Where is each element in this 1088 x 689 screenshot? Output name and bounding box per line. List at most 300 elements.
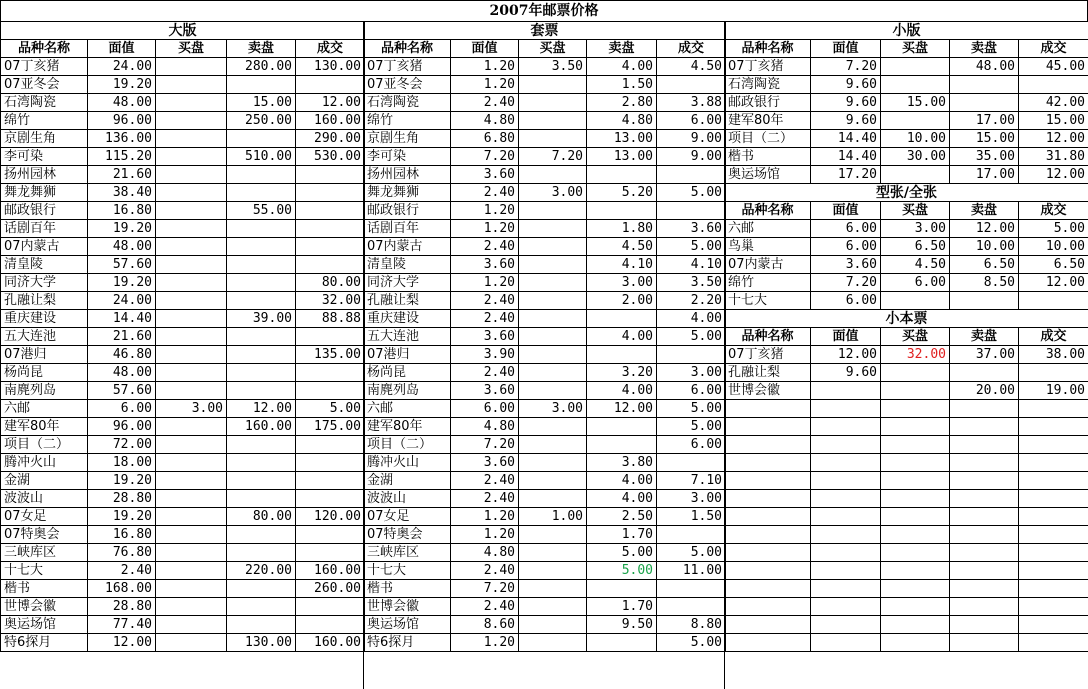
price-cell: 3.80 (587, 454, 657, 472)
price-cell (881, 112, 950, 130)
price-cell: 35.00 (950, 148, 1019, 166)
price-cell (227, 544, 296, 562)
price-cell: 15.00 (227, 94, 296, 112)
empty-cell (950, 616, 1019, 634)
empty-cell (1019, 562, 1088, 580)
price-cell: 6.50 (881, 238, 950, 256)
stamp-name-cell: 孔融让梨 (725, 364, 811, 382)
price-cell: 9.50 (587, 616, 657, 634)
stamp-name-cell: 世博会徽 (1, 598, 88, 616)
price-cell: 11.00 (657, 562, 726, 580)
price-cell: 12.00 (88, 634, 156, 652)
price-cell: 530.00 (296, 148, 365, 166)
stamp-name-cell: 07亚冬会 (364, 76, 451, 94)
empty-cell (725, 598, 811, 616)
table-row (364, 436, 726, 454)
price-cell (587, 346, 657, 364)
empty-row (725, 544, 1088, 562)
empty-cell (950, 562, 1019, 580)
stamp-name-cell: 楷书 (725, 148, 811, 166)
divider (724, 22, 725, 689)
table-row (364, 544, 726, 562)
empty-cell (811, 490, 881, 508)
price-cell (519, 274, 587, 292)
empty-cell (811, 580, 881, 598)
price-cell (227, 454, 296, 472)
price-cell (950, 76, 1019, 94)
price-cell: 39.00 (227, 310, 296, 328)
price-cell: 7.10 (657, 472, 726, 490)
price-cell (587, 310, 657, 328)
price-cell (156, 112, 227, 130)
column-header: 成交 (1019, 202, 1088, 220)
stamp-name-cell: 邮政银行 (1, 202, 88, 220)
price-cell: 12.00 (227, 400, 296, 418)
price-cell: 5.00 (587, 544, 657, 562)
price-cell: 16.80 (88, 526, 156, 544)
price-cell (296, 202, 365, 220)
price-cell: 220.00 (227, 562, 296, 580)
stamp-name-cell: 三峡库区 (1, 544, 88, 562)
large-section-title: 大版 (1, 22, 365, 40)
table-row (1, 454, 365, 472)
empty-cell (881, 490, 950, 508)
stamp-name-cell: 07女足 (364, 508, 451, 526)
price-cell (519, 598, 587, 616)
price-cell (519, 130, 587, 148)
price-cell (296, 616, 365, 634)
empty-cell (881, 454, 950, 472)
table-row (1, 76, 365, 94)
table-row (1, 346, 365, 364)
small-section-title: 小版 (725, 22, 1088, 40)
stamp-name-cell: 世博会徽 (725, 382, 811, 400)
price-cell: 6.00 (811, 238, 881, 256)
stamp-name-cell: 邮政银行 (725, 94, 811, 112)
price-cell: 115.20 (88, 148, 156, 166)
table-row (1, 562, 365, 580)
price-cell: 19.20 (88, 76, 156, 94)
table-row (1, 364, 365, 382)
price-cell (156, 454, 227, 472)
price-cell: 19.20 (88, 472, 156, 490)
price-cell: 42.00 (1019, 94, 1088, 112)
table-row (725, 382, 1088, 400)
price-cell: 77.40 (88, 616, 156, 634)
price-cell (296, 184, 365, 202)
stamp-name-cell: 京剧生角 (364, 130, 451, 148)
empty-cell (725, 580, 811, 598)
price-cell: 2.40 (451, 490, 519, 508)
stamp-name-cell: 舞龙舞狮 (364, 184, 451, 202)
price-cell: 4.00 (587, 490, 657, 508)
price-cell: 3.50 (519, 58, 587, 76)
table-row (1, 328, 365, 346)
price-cell: 45.00 (1019, 58, 1088, 76)
price-cell: 1.70 (587, 526, 657, 544)
price-cell: 135.00 (296, 346, 365, 364)
table-row (725, 220, 1088, 238)
price-cell: 175.00 (296, 418, 365, 436)
price-cell: 32.00 (881, 346, 950, 364)
stamp-name-cell: 07内蒙古 (725, 256, 811, 274)
empty-row (725, 400, 1088, 418)
empty-cell (1019, 472, 1088, 490)
price-cell: 3.60 (451, 454, 519, 472)
stamp-name-cell: 楷书 (1, 580, 88, 598)
price-cell (156, 490, 227, 508)
empty-cell (725, 526, 811, 544)
stamp-name-cell: 绵竹 (1, 112, 88, 130)
price-cell: 250.00 (227, 112, 296, 130)
price-cell: 15.00 (1019, 112, 1088, 130)
empty-cell (1019, 454, 1088, 472)
price-cell: 6.00 (657, 112, 726, 130)
empty-cell (881, 508, 950, 526)
price-cell (227, 382, 296, 400)
price-cell: 7.20 (451, 436, 519, 454)
price-cell (156, 526, 227, 544)
price-cell: 8.80 (657, 616, 726, 634)
price-cell (156, 364, 227, 382)
price-cell (296, 472, 365, 490)
price-cell: 2.40 (451, 292, 519, 310)
price-cell: 6.80 (451, 130, 519, 148)
empty-row (725, 490, 1088, 508)
price-cell (811, 382, 881, 400)
price-cell: 28.80 (88, 490, 156, 508)
table-row (1, 166, 365, 184)
price-cell: 12.00 (811, 346, 881, 364)
booklet-section-header (725, 310, 1088, 328)
price-cell (296, 166, 365, 184)
price-cell (519, 292, 587, 310)
price-cell (519, 526, 587, 544)
price-cell: 19.20 (88, 220, 156, 238)
price-cell (227, 580, 296, 598)
stamp-name-cell: 六邮 (1, 400, 88, 418)
table-row (725, 148, 1088, 166)
empty-row (725, 472, 1088, 490)
price-cell (156, 634, 227, 652)
stamp-name-cell: 重庆建设 (1, 310, 88, 328)
empty-cell (725, 562, 811, 580)
price-cell (587, 418, 657, 436)
price-cell: 3.00 (587, 274, 657, 292)
price-cell: 3.00 (519, 184, 587, 202)
price-cell: 3.60 (811, 256, 881, 274)
price-cell: 2.40 (451, 310, 519, 328)
table-row (1, 436, 365, 454)
large-section-header (1, 22, 365, 40)
price-cell (519, 544, 587, 562)
column-header: 买盘 (519, 40, 587, 58)
stamp-name-cell: 07丁亥猪 (725, 58, 811, 76)
table-row (1, 526, 365, 544)
table-row (1, 508, 365, 526)
table-row (1, 544, 365, 562)
stamp-name-cell: 腾冲火山 (1, 454, 88, 472)
table-row (725, 364, 1088, 382)
price-cell: 280.00 (227, 58, 296, 76)
column-header: 卖盘 (950, 328, 1019, 346)
price-cell (156, 472, 227, 490)
price-cell (227, 616, 296, 634)
price-cell (587, 202, 657, 220)
price-cell: 17.00 (950, 166, 1019, 184)
empty-cell (881, 580, 950, 598)
price-cell (296, 598, 365, 616)
price-cell: 5.00 (657, 418, 726, 436)
price-cell: 168.00 (88, 580, 156, 598)
table-row (364, 310, 726, 328)
empty-cell (811, 598, 881, 616)
stamp-name-cell: 07丁亥猪 (725, 346, 811, 364)
price-cell: 13.00 (587, 148, 657, 166)
empty-cell (725, 454, 811, 472)
stamp-name-cell: 腾冲火山 (364, 454, 451, 472)
stamp-name-cell: 李可染 (364, 148, 451, 166)
stamp-name-cell: 十七大 (1, 562, 88, 580)
price-cell (657, 580, 726, 598)
price-cell: 24.00 (88, 292, 156, 310)
price-cell: 15.00 (881, 94, 950, 112)
stamp-name-cell: 李可染 (1, 148, 88, 166)
table-row (364, 508, 726, 526)
column-header: 面值 (88, 40, 156, 58)
price-cell (519, 418, 587, 436)
price-cell (156, 148, 227, 166)
empty-cell (725, 436, 811, 454)
price-cell (156, 508, 227, 526)
price-cell: 48.00 (950, 58, 1019, 76)
price-cell: 7.20 (811, 58, 881, 76)
stamp-name-cell: 金湖 (364, 472, 451, 490)
stamp-name-cell: 十七大 (364, 562, 451, 580)
stamp-name-cell: 07港归 (364, 346, 451, 364)
stamp-name-cell: 孔融让梨 (364, 292, 451, 310)
price-cell (156, 310, 227, 328)
price-cell: 8.50 (950, 274, 1019, 292)
empty-cell (1019, 508, 1088, 526)
price-cell (519, 580, 587, 598)
table-row (1, 598, 365, 616)
price-cell: 21.60 (88, 328, 156, 346)
price-cell: 1.00 (519, 508, 587, 526)
table-row (364, 148, 726, 166)
price-cell: 55.00 (227, 202, 296, 220)
price-cell (227, 346, 296, 364)
stamp-name-cell: 石湾陶瓷 (364, 94, 451, 112)
empty-row (725, 454, 1088, 472)
price-cell (156, 598, 227, 616)
table-row (364, 400, 726, 418)
empty-cell (725, 418, 811, 436)
column-header: 成交 (657, 40, 726, 58)
stamp-name-cell: 07内蒙古 (364, 238, 451, 256)
price-cell: 72.00 (88, 436, 156, 454)
price-cell: 6.00 (657, 436, 726, 454)
table-row (364, 112, 726, 130)
empty-row (725, 598, 1088, 616)
price-cell: 6.00 (811, 220, 881, 238)
table-row (1, 310, 365, 328)
price-cell: 4.50 (657, 58, 726, 76)
price-cell (296, 220, 365, 238)
table-row (725, 76, 1088, 94)
price-cell (156, 202, 227, 220)
empty-cell (950, 580, 1019, 598)
empty-cell (1019, 400, 1088, 418)
price-cell (296, 256, 365, 274)
price-cell (296, 364, 365, 382)
price-cell: 9.60 (811, 76, 881, 94)
price-cell: 96.00 (88, 418, 156, 436)
price-cell: 7.20 (451, 148, 519, 166)
price-cell: 12.00 (587, 400, 657, 418)
price-cell (519, 382, 587, 400)
table-row (364, 220, 726, 238)
table-row (725, 130, 1088, 148)
price-cell (156, 436, 227, 454)
price-cell (156, 238, 227, 256)
price-cell (519, 472, 587, 490)
empty-cell (811, 616, 881, 634)
price-cell: 3.60 (451, 256, 519, 274)
price-cell (227, 364, 296, 382)
stamp-name-cell: 建军80年 (364, 418, 451, 436)
stamp-name-cell: 07特奥会 (364, 526, 451, 544)
empty-cell (950, 544, 1019, 562)
stamp-name-cell: 07港归 (1, 346, 88, 364)
price-cell: 2.40 (451, 94, 519, 112)
table-row (1, 292, 365, 310)
price-cell (156, 562, 227, 580)
price-cell (296, 76, 365, 94)
price-cell: 24.00 (88, 58, 156, 76)
stamp-name-cell: 南麂列岛 (1, 382, 88, 400)
empty-cell (950, 490, 1019, 508)
price-cell: 38.00 (1019, 346, 1088, 364)
column-header: 品种名称 (1, 40, 88, 58)
price-cell: 6.00 (657, 382, 726, 400)
price-cell (227, 526, 296, 544)
empty-cell (725, 634, 811, 652)
price-cell: 2.40 (451, 184, 519, 202)
stamp-name-cell: 项目（二） (364, 436, 451, 454)
stamp-name-cell: 波波山 (364, 490, 451, 508)
price-cell (156, 166, 227, 184)
price-cell: 2.40 (451, 472, 519, 490)
table-row (725, 346, 1088, 364)
price-cell (519, 634, 587, 652)
price-cell (156, 292, 227, 310)
sheet-title: 2007年邮票价格 (0, 0, 1088, 22)
price-cell (657, 526, 726, 544)
stamp-name-cell: 十七大 (725, 292, 811, 310)
sheet-section-title: 型张/全张 (725, 184, 1088, 202)
column-header: 面值 (811, 202, 881, 220)
empty-row (725, 616, 1088, 634)
price-cell: 3.00 (657, 364, 726, 382)
stamp-name-cell: 绵竹 (725, 274, 811, 292)
stamp-name-cell: 金湖 (1, 472, 88, 490)
price-cell: 4.00 (587, 58, 657, 76)
price-cell: 2.20 (657, 292, 726, 310)
empty-cell (725, 544, 811, 562)
price-cell: 38.40 (88, 184, 156, 202)
price-cell: 2.40 (451, 364, 519, 382)
column-header: 买盘 (881, 202, 950, 220)
set-section-header (364, 22, 726, 40)
price-cell: 160.00 (296, 112, 365, 130)
price-cell (657, 202, 726, 220)
price-cell: 10.00 (950, 238, 1019, 256)
price-cell: 130.00 (296, 58, 365, 76)
column-header: 品种名称 (725, 202, 811, 220)
empty-cell (1019, 616, 1088, 634)
price-cell (519, 76, 587, 94)
column-header: 成交 (296, 40, 365, 58)
price-cell (156, 220, 227, 238)
price-cell: 1.80 (587, 220, 657, 238)
price-cell: 5.00 (657, 328, 726, 346)
price-cell: 3.60 (451, 166, 519, 184)
price-cell (587, 166, 657, 184)
empty-row (725, 580, 1088, 598)
price-cell: 3.20 (587, 364, 657, 382)
price-cell: 48.00 (88, 94, 156, 112)
price-cell: 3.90 (451, 346, 519, 364)
price-cell: 5.00 (657, 400, 726, 418)
empty-row (725, 562, 1088, 580)
stamp-name-cell: 杨尚昆 (364, 364, 451, 382)
table-row (364, 346, 726, 364)
stamp-name-cell: 07亚冬会 (1, 76, 88, 94)
price-cell: 1.20 (451, 508, 519, 526)
table-row (364, 616, 726, 634)
price-cell (657, 454, 726, 472)
empty-cell (811, 562, 881, 580)
stamp-name-cell: 同济大学 (364, 274, 451, 292)
table-row (1, 58, 365, 76)
stamp-name-cell: 话剧百年 (1, 220, 88, 238)
column-header: 品种名称 (725, 328, 811, 346)
price-cell: 9.60 (811, 112, 881, 130)
price-cell: 2.40 (88, 562, 156, 580)
price-cell: 4.80 (451, 418, 519, 436)
empty-cell (1019, 544, 1088, 562)
price-cell (227, 130, 296, 148)
price-cell (227, 220, 296, 238)
price-cell (156, 346, 227, 364)
empty-cell (950, 454, 1019, 472)
price-cell (881, 58, 950, 76)
price-cell: 6.00 (881, 274, 950, 292)
price-cell: 12.00 (1019, 166, 1088, 184)
price-cell (156, 328, 227, 346)
price-cell: 12.00 (1019, 274, 1088, 292)
price-cell (519, 166, 587, 184)
price-cell: 5.20 (587, 184, 657, 202)
right-panel-table (724, 21, 1088, 652)
empty-cell (1019, 526, 1088, 544)
price-cell: 5.00 (657, 238, 726, 256)
price-cell: 5.00 (657, 634, 726, 652)
price-cell: 4.80 (451, 544, 519, 562)
price-cell: 2.40 (451, 238, 519, 256)
stamp-name-cell: 石湾陶瓷 (1, 94, 88, 112)
